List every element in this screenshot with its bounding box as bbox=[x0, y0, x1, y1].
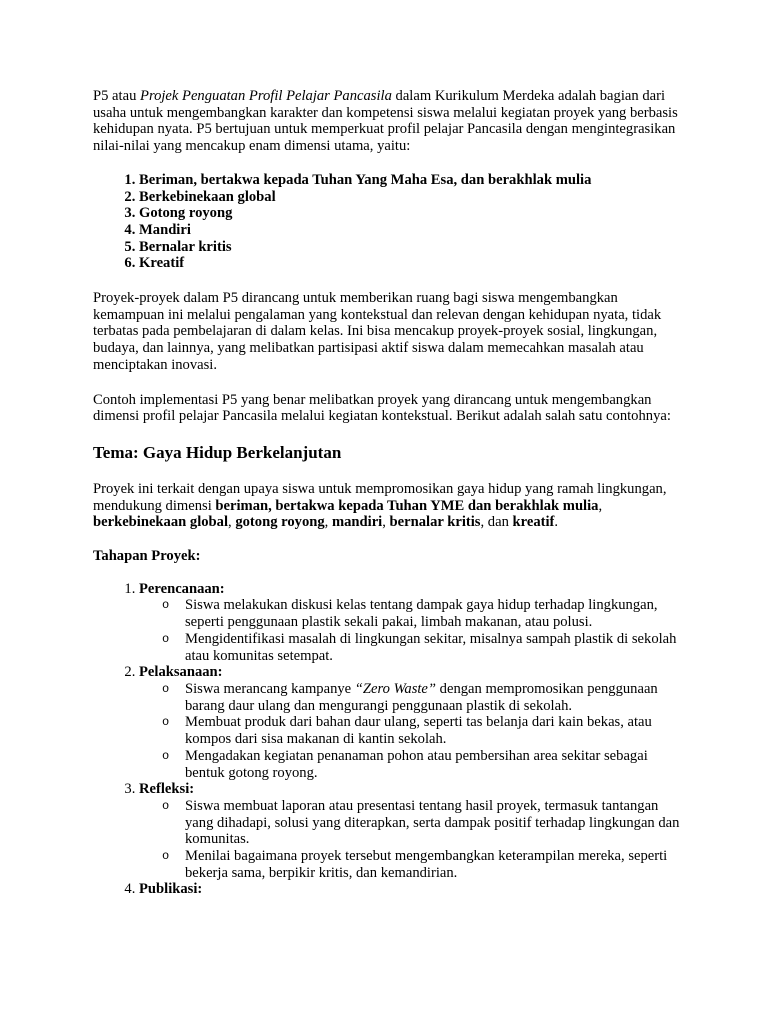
stages-heading: Tahapan Proyek: bbox=[93, 548, 201, 565]
stage-title: Publikasi: bbox=[139, 881, 203, 898]
subitem-lead-text: Siswa merancang kampanye bbox=[185, 680, 355, 697]
stage-publication bbox=[139, 881, 683, 898]
theme-bold-term: gotong royong bbox=[235, 514, 325, 531]
document-body bbox=[93, 88, 683, 898]
stage-list bbox=[93, 581, 683, 898]
dimension-item: 3. Gotong royong bbox=[139, 205, 683, 222]
subitem-rest-text: dengan mempromosikan penggunaan barang daur ulang dan mengurangi penggunaan plastik di sekolah. bbox=[185, 680, 658, 714]
stage-title: Refleksi: bbox=[139, 781, 195, 798]
theme-text: , dan bbox=[480, 514, 513, 531]
stage-subitem: o Mengadakan kegiatan penanaman pohon atau pembersihan area sekitar sebagai bentuk gotong royong. bbox=[185, 748, 683, 781]
stage-title: Perencanaan: bbox=[139, 580, 225, 597]
stage-subitem: o Menilai bagaimana proyek tersebut mengembangkan keterampilan mereka, seperti bekerja sama, berpikir kritis, dan kemandirian. bbox=[185, 848, 683, 881]
example-paragraph: Contoh implementasi P5 yang benar melibatkan proyek yang dirancang untuk mengembangkan dimensi profil pelajar Pancasila melalui kegiatan kontekstual. Berikut adalah salah satu contohnya: bbox=[93, 391, 671, 425]
theme-bold-term: kreatif bbox=[512, 514, 555, 531]
dimension-item: 5. Bernalar kritis bbox=[139, 239, 683, 256]
theme-bold-term: berkebinekaan global bbox=[93, 514, 229, 531]
stage-subitem bbox=[185, 681, 683, 714]
stage-implementation bbox=[139, 664, 683, 781]
theme-paragraph bbox=[93, 481, 683, 531]
dimension-item: 2. Berkebinekaan global bbox=[139, 189, 683, 206]
stage-reflection bbox=[139, 781, 683, 881]
theme-text: , bbox=[382, 514, 390, 531]
theme-text: . bbox=[554, 514, 559, 531]
intro-lead-text: P5 atau bbox=[93, 88, 141, 104]
stage-subitem: o Mengidentifikasi masalah di lingkungan sekitar, misalnya sampah plastik di sekolah atau komunitas setempat. bbox=[185, 631, 683, 664]
intro-paragraph bbox=[93, 88, 683, 155]
theme-text: , bbox=[324, 514, 332, 531]
stage-planning bbox=[139, 581, 683, 665]
stage-subitem: o Siswa membuat laporan atau presentasi tentang hasil proyek, termasuk tantangan yang dihadapi, solusi yang diterapkan, serta dampak positif terhadap lingkungan dan komunitas. bbox=[185, 798, 683, 848]
theme-heading: Tema: Gaya Hidup Berkelanjutan bbox=[93, 442, 342, 462]
theme-bold-term: mandiri bbox=[331, 514, 383, 531]
theme-text: , bbox=[598, 497, 603, 514]
stage-subitem: o Siswa melakukan diskusi kelas tentang dampak gaya hidup terhadap lingkungan, seperti penggunaan plastik sekali pakai, limbah makanan, atau polusi. bbox=[185, 597, 683, 630]
theme-bold-term: beriman, bertakwa kepada Tuhan YME dan berakhlak mulia bbox=[215, 497, 599, 514]
theme-text: Proyek ini terkait dengan upaya siswa untuk mempromosikan gaya hidup yang ramah lingkungan, mendukung dimensi bbox=[93, 480, 667, 514]
theme-bold-term: bernalar kritis bbox=[389, 514, 481, 531]
dimension-item: 1. Beriman, bertakwa kepada Tuhan Yang Maha Esa, dan berakhlak mulia bbox=[139, 172, 683, 189]
dimension-item: 4. Mandiri bbox=[139, 222, 683, 239]
dimension-item: 6. Kreatif bbox=[139, 255, 683, 272]
intro-rest-text: dalam Kurikulum Merdeka adalah bagian dari usaha untuk mengembangkan karakter dan kompetensi siswa melalui kegiatan proyek yang berbasis kehidupan nyata. P5 bertujuan untuk memperkuat profil pelajar Pancasila dengan mengintegrasikan nilai-nilai yang mencakup enam dimensi utama, yaitu: bbox=[93, 88, 678, 155]
theme-text: , bbox=[228, 514, 236, 531]
projects-paragraph: Proyek-proyek dalam P5 dirancang untuk memberikan ruang bagi siswa mengembangkan kemampuan ini melalui pengalaman yang kontekstual dan relevan dengan kehidupan nyata, tidak terbatas pada pembelajaran di dalam kelas. Ini bisa mencakup proyek-proyek sosial, lingkungan, budaya, dan lainnya, yang melibatkan partisipasi aktif siswa dalam memecahkan masalah atau menciptakan inovasi. bbox=[93, 290, 662, 373]
stage-title: Pelaksanaan: bbox=[139, 664, 223, 681]
subitem-italic-term: “Zero Waste” bbox=[354, 680, 437, 697]
stage-subitem: o Membuat produk dari bahan daur ulang, seperti tas belanja dari kain bekas, atau kompos dari sisa makanan di kantin sekolah. bbox=[185, 714, 683, 747]
stage-sublist bbox=[139, 681, 683, 781]
stage-sublist bbox=[139, 798, 683, 882]
intro-italic-term: Projek Penguatan Profil Pelajar Pancasila bbox=[140, 88, 392, 104]
stage-sublist bbox=[139, 597, 683, 664]
dimension-list bbox=[93, 172, 683, 272]
